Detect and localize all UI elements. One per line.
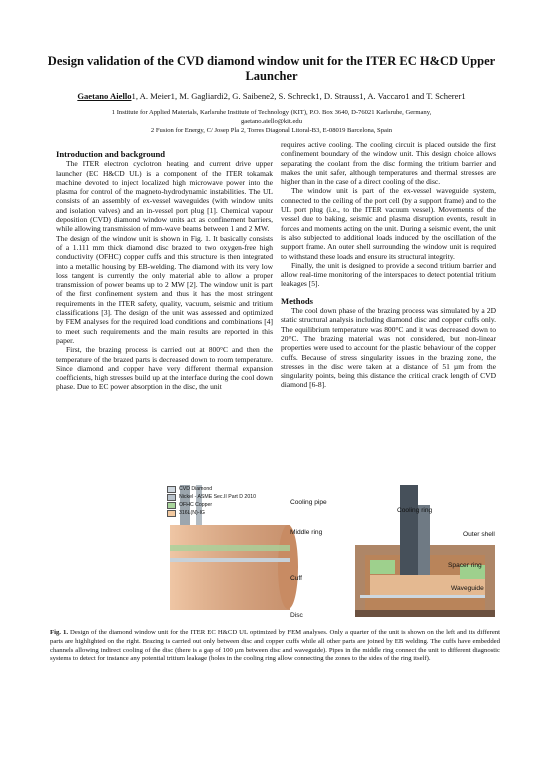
first-author: Gaetano Aiello — [77, 91, 132, 101]
affiliation-2: 2 Fusion for Energy, C/ Josep Pla 2, Torres Diagonal Litoral-B3, E-08019 Barcelona, Spain — [150, 127, 393, 134]
label-disc: Disc — [290, 612, 303, 619]
legend-swatch — [167, 502, 176, 509]
label-cuff: Cuff — [290, 575, 302, 582]
legend-item — [167, 493, 267, 501]
caption-text: Design of the diamond window unit for the ITER EC H&CD UL optimized by FEM analyses. Only a quarter of the unit is shown on the left and its different parts are highlighted on the right. Brazing is carried out only between disc and copper cuffs while all other parts are joined by EB welding. The cuffs have embedded channels allowing indirect cooling of the disc (there is a gap of 100 µm between disc and waveguide). Pipes in the middle ring connect the unit to different diagnostic systems to detect for instance any potential tritium leakage (holes in the cooling ring allow connecting the zones to the sides of the ring itself). — [50, 629, 500, 663]
legend-item — [167, 485, 267, 493]
legend-swatch — [167, 510, 176, 517]
intro-heading: Introduction and background — [56, 149, 166, 159]
caption-label: Fig. 1. — [50, 629, 69, 636]
legend-item — [167, 509, 267, 517]
label-outer-shell: Outer shell — [463, 531, 495, 538]
methods-paragraph-1: The cool down phase of the brazing process was simulated by a 2D static structural analysis including diamond disc and copper cuffs only. The equilibrium temperature was 800°C and it was decreased down to 20°C. The brazing material was not considered, but non-linear properties were used to account for the plastic behaviour of the copper cuffs. Because of stress singularity issues in the brazing zone, the stresses in the disc were taken at a distance of 51 µm from the singularity points, being this distance the critical crack length of CVD diamond [6-8]. — [281, 306, 496, 390]
co-authors: 1, A. Meier1, M. Gagliardi2, G. Saibene2, S. Schreck1, D. Strauss1, A. Vaccaro1 and T. Scherer1 — [131, 91, 466, 101]
legend-swatch — [167, 486, 176, 493]
paper-title: Design validation of the CVD diamond window unit for the ITER EC H&CD Upper Launcher — [47, 54, 496, 83]
section-view-render — [355, 485, 495, 617]
figure-legend — [167, 485, 267, 517]
label-waveguide: Waveguide — [451, 585, 484, 592]
label-middle-ring: Middle ring — [290, 529, 323, 536]
right-paragraph-1: requires active cooling. The cooling circuit is placed outside the first confinement boundary of the window unit. This design choice allows separating the coolant from the disc forming the tritium barrier and makes the unit safer, although temperatures and thermal stresses are higher than in the case of a direct cooling of the disc. — [281, 140, 496, 187]
legend-label: OFHC Copper — [179, 502, 213, 508]
legend-swatch — [167, 494, 176, 501]
right-paragraph-3: Finally, the unit is designed to provide a second tritium barrier and allow real-time monitoring of the interspaces to detect potential tritium leakages [5]. — [281, 260, 496, 289]
figure-caption — [50, 629, 500, 664]
label-spacer-ring: Spacer ring — [448, 562, 482, 569]
right-paragraph-2: The window unit is part of the ex-vessel waveguide system, connected to the ceiling of the port cell (by a support frame) and to the UL port plug (i.e., to the ITER vacuum vessel). Movements of the vessel due to baking, seismic and plasma disruption events, result in forces and moments acting on the unit. During a seismic event, the unit is also subjected to additional loads induced by the oscillation of the support frame. An outer shell surrounding the window unit is required to withstand these loads and ensure its structural integrity. — [281, 186, 496, 261]
author-email: gaetano.aiello@kit.edu — [241, 118, 302, 125]
left-column — [56, 150, 273, 392]
label-cooling-ring: Cooling ring — [397, 507, 433, 514]
legend-label: 316L(N)-IG — [179, 510, 205, 516]
intro-paragraph-3: First, the brazing process is carried out at 800°C and then the temperature of the brazed parts is decreased down to room temperature. Since diamond and copper have very different thermal expansion coefficients, high stresses build up at the interface during the cool down phase. Due to EC power absorption in the disc, the unit — [56, 345, 273, 392]
legend-label: CVD Diamond — [179, 486, 213, 492]
affiliations — [40, 108, 503, 135]
intro-paragraph-1: The ITER electron cyclotron heating and current drive upper launcher (EC H&CD UL) is a component of the ITER tokamak machine devoted to inject localized high microwave power into the plasma for control of the magneto-hydrodynamic instabilities. The UL consists of an assembly of ex-vessel waveguides (with window units and isolation valves) and an in-vessel port plug [1]. Chemical vapour deposition (CVD) diamond window units act as confinement barriers, while allowing transmission of mm-wave beams between 1 and 2 MW. — [56, 159, 273, 234]
affiliation-1: 1 Institute for Applied Materials, Karlsruhe Institute of Technology (KIT), P.O. Box 3640, D-76021 Karlsruhe, Germany, — [111, 109, 432, 116]
legend-item — [167, 501, 267, 509]
intro-paragraph-2: The design of the window unit is shown in Fig. 1. It basically consists of a 1.111 mm thick diamond disc brazed to two oxygen-free high conductivity (OFHC) copper cuffs and this structure is then integrated into a metallic housing by EB-welding. The diamond with its very low loss tangent is currently the only material able to allow a proper transmission of power beams up to 2 MW [2]. The window unit is part of the first confinement system and thus it has the most stringent requirements in the ITER safety, quality, vacuum, seismic and tritium classifications [3]. The design of the unit was assessed and optimized by FEM analyses for the required load conditions and combinations [4] to meet such requirements and the main results are reported in this paper. — [56, 233, 273, 345]
author-list — [30, 91, 513, 101]
methods-heading: Methods — [281, 295, 313, 306]
legend-label: Nickel - ASME Sec.II Part D 2010 — [179, 494, 256, 500]
label-cooling-pipe: Cooling pipe — [290, 499, 327, 506]
right-column — [281, 140, 496, 390]
